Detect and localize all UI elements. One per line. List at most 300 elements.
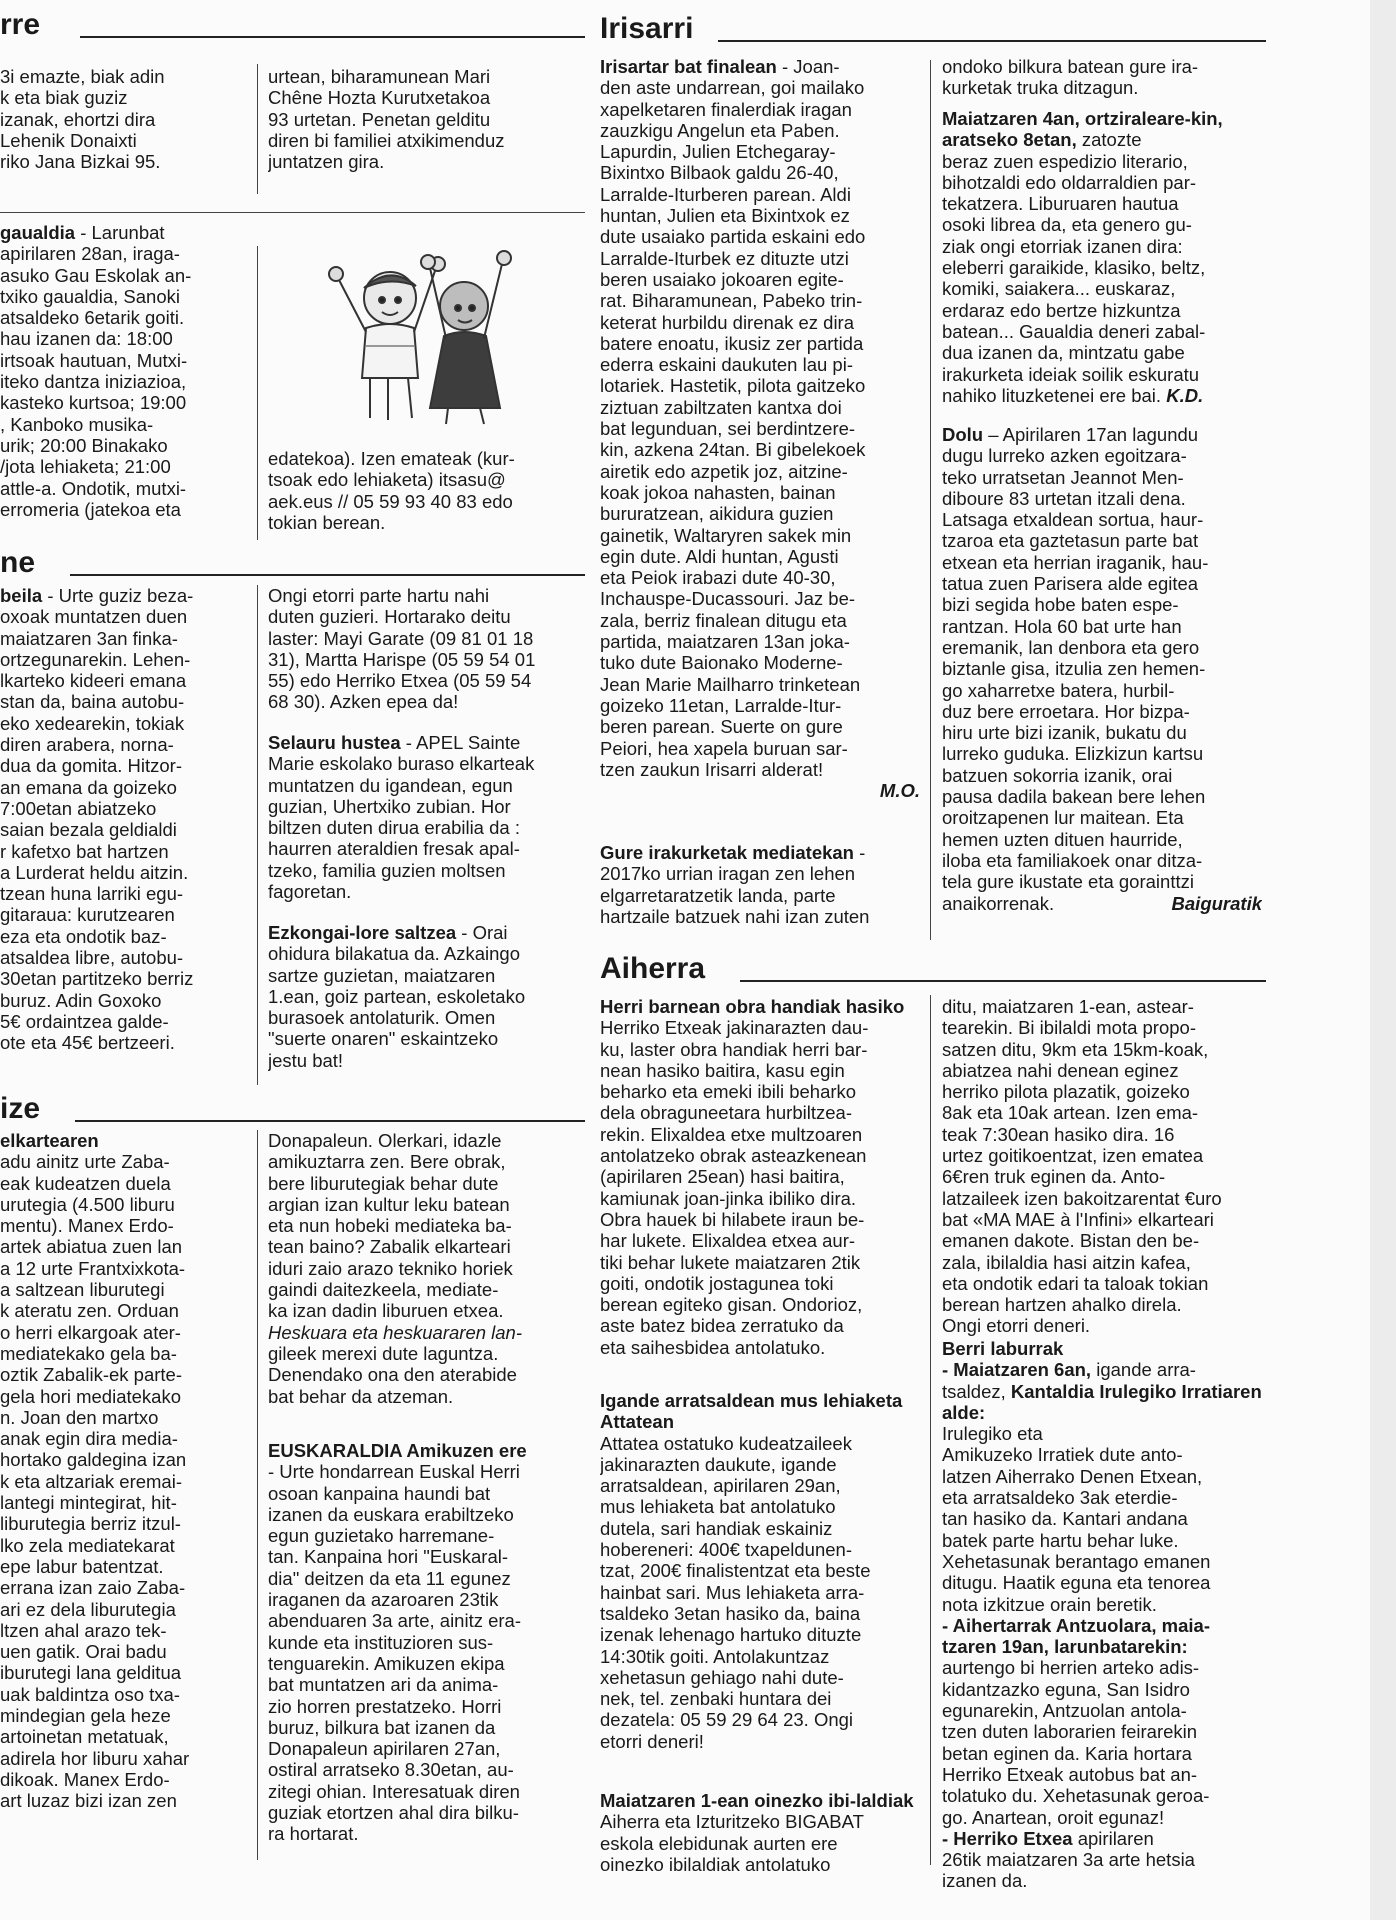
sub-heading: Kantaldia Irulegiko Irratiaren alde:: [942, 1380, 1262, 1423]
line: xehetasun gehiago nahi dute-: [600, 1666, 844, 1688]
line: gainetik, Waltaryren sakek min: [600, 524, 852, 546]
article-heading: Ezkongai-lore saltzea: [268, 922, 457, 943]
line: erdaraz edo bertze hizkuntza: [942, 299, 1181, 321]
line: Larralde-Iturberen parean. Aldi: [600, 183, 851, 205]
line: hartzaile batzuek nahi izan zuten: [600, 905, 870, 927]
line: guziak etortzen ahal dira bilku-: [268, 1802, 519, 1824]
line: satzen ditu, 9km eta 15km-koak,: [942, 1038, 1209, 1060]
line: atsaldeko 6etarik goiti.: [0, 307, 185, 329]
line: aurtengo bi herrien arteko adis-: [942, 1657, 1200, 1679]
section-header-aiherra: [600, 950, 1266, 990]
line: - Joan-: [781, 56, 840, 77]
col1-block-b: [0, 222, 248, 520]
section-header-left-mid: [0, 544, 585, 584]
line: burasoek antolaturik. Omen: [268, 1007, 496, 1029]
line: atsaldea libre, autobu-: [0, 947, 184, 969]
line: diren arabera, norna-: [0, 734, 174, 756]
line: eza eta ondotik baz-: [0, 925, 167, 947]
line: latzaileek izen bakoitzarentat €uro: [942, 1187, 1222, 1209]
line: buruz. Adin Goxoko: [0, 989, 162, 1011]
line: sartze guzietan, maiatzaren: [268, 964, 496, 986]
line: arratsaldean, apirilaren 29an,: [600, 1475, 841, 1497]
line: elgarretaratzetik landa, parte: [600, 884, 836, 906]
line: riko Jana Bizkai 95.: [0, 151, 161, 173]
line: tsaldeko 3etan hasiko da, baina: [600, 1602, 861, 1624]
line: artek abiatua zuen lan: [0, 1236, 183, 1258]
line: Jean Marie Mailharro trinketean: [600, 673, 861, 695]
line: muntatzen du igandean, egun: [268, 774, 513, 796]
line: mediatekako gela ba-: [0, 1342, 177, 1364]
line: adirela hor liburu xahar: [0, 1747, 190, 1769]
line: egun guzietako harremane-: [268, 1525, 495, 1547]
line: ditugu. Haatik eguna eta tenorea: [942, 1572, 1211, 1594]
line: ederra eskaini daukuten lau pi-: [600, 354, 853, 376]
article-heading: Igande arratsaldean mus lehiaketa Attatean: [600, 1390, 903, 1433]
line: hemen uzten dituen haurride,: [942, 828, 1183, 850]
line: /jota lehiaketa; 21:00: [0, 456, 171, 478]
line: oinezko ibilaldiak antolatuko: [600, 1853, 831, 1875]
line: etorri deneri!: [600, 1730, 704, 1752]
line: airetik edo azpetik joz, aitzine-: [600, 460, 848, 482]
line: ka izan dadin liburuen etxea.: [268, 1300, 504, 1322]
line: bururatzean, aikidura guzien: [600, 503, 834, 525]
line: tsaldez,: [942, 1380, 1006, 1402]
line: urik; 20:00 Binakako: [0, 434, 168, 456]
line: beharko eta emeki ibili beharko: [600, 1081, 857, 1103]
page-edge: [1370, 0, 1396, 1920]
line: Larralde-Iturbek ez dituzte utzi: [600, 247, 849, 269]
line: batean... Gaualdia deneri zabal-: [942, 320, 1206, 342]
line: zio horren prestatzeko. Horri: [268, 1695, 502, 1717]
article-heading: elkartearen: [0, 1130, 99, 1151]
line: 93 urtetan. Penetan gelditu: [268, 108, 491, 130]
line: abiatzea nahi denean eginez: [942, 1059, 1179, 1081]
line: kurketak truka ditzagun.: [942, 77, 1139, 99]
line: bat muntatzen ari da anima-: [268, 1674, 499, 1696]
article-heading: Irisartar bat finalean: [600, 56, 777, 77]
line: fagoretan.: [268, 881, 352, 903]
line: an emana da goizeko: [0, 776, 177, 798]
line: -: [859, 842, 866, 863]
sub-heading: - Aihertarrak Antzuolara, maia-tzaren 19an, larunbatarekin:: [942, 1614, 1210, 1658]
section-rule: [75, 1120, 585, 1122]
line: oztik Zabalik-ek parte-: [0, 1364, 182, 1386]
line: Ongi etorri deneri.: [942, 1315, 1091, 1337]
col4-block-c: [942, 424, 1262, 914]
line: lkarteko kideeri emana: [0, 670, 187, 692]
column-divider: [930, 995, 931, 1865]
line: mentu). Manex Erdo-: [0, 1215, 174, 1237]
line: hortako galdegina izan: [0, 1449, 187, 1471]
line: jakinarazten daukute, igande: [600, 1453, 837, 1475]
line: ziak ongi etorriak izanen dira:: [942, 235, 1183, 257]
line: igande arra-: [1096, 1359, 1196, 1381]
line: saian bezala geldialdi: [0, 819, 177, 841]
line: 5€ ordaintzea galde-: [0, 1010, 169, 1032]
line: tzean huna larriki egu-: [0, 883, 184, 905]
line: etxean eta herrian iraganik, hau-: [942, 551, 1209, 573]
section-rule: [718, 40, 1266, 42]
line: erromeria (jatekoa eta: [0, 498, 181, 520]
sub-heading: - Maiatzaren 6an,: [942, 1359, 1092, 1381]
line: osoan kanpaina haundi bat: [268, 1482, 491, 1504]
line: den aste undarrean, goi mailako: [600, 77, 865, 99]
line: izanen da.: [942, 1870, 1028, 1892]
line: batzuen sokorria izanik, orai: [942, 764, 1173, 786]
section-rule: [740, 980, 1266, 982]
col2-block-g: [268, 1440, 580, 1845]
line: tuko dute Baionako Moderne-: [600, 652, 843, 674]
line: 1.ean, goiz partean, eskoletako: [268, 985, 526, 1007]
line: 68 30). Azken epea da!: [268, 691, 459, 713]
line: 7:00etan abiatzeko: [0, 797, 157, 819]
line: ra hortarat.: [268, 1823, 359, 1845]
line: izanen da euskara erabiltzeko: [268, 1503, 514, 1525]
line: beraz zuen espedizio literario,: [942, 150, 1188, 172]
line: bihotzaldi edo oldarraldien par-: [942, 171, 1197, 193]
line: goiti, ondotik jostagunea toki: [600, 1272, 834, 1294]
line: egin dute. Aldi huntan, Agusti: [600, 545, 839, 567]
line: 2017ko urrian iragan zen lehen: [600, 863, 856, 885]
line: xapelketaren finalerdiak iragan: [600, 98, 852, 120]
line: txiko gaualdia, Sanoki: [0, 285, 180, 307]
line: hau izanen da: 18:00: [0, 328, 173, 350]
line: batek parte hartu behar luke.: [942, 1529, 1179, 1551]
line: tean baino? Zabalik elkarteari: [268, 1236, 511, 1258]
line: rat. Biharamunean, Pabeko trin-: [600, 290, 863, 312]
line: izanak, ehortzi dira: [0, 108, 156, 130]
line: Ongi etorri parte hartu nahi: [268, 585, 490, 606]
article-heading: gaualdia: [0, 222, 76, 243]
line: - APEL Sainte: [405, 732, 521, 753]
line: beren usaiako jokoaren egite-: [600, 268, 844, 290]
col1-block-a: [0, 66, 248, 172]
line: ostiral arratseko 8.30etan, au-: [268, 1759, 514, 1781]
line: eak kudeatzen duela: [0, 1172, 171, 1194]
line: tzeko, familia guzien moltsen: [268, 859, 506, 881]
line: aek.eus // 05 59 93 40 83 edo: [268, 490, 513, 512]
line: eta saihesbidea antolatuko.: [600, 1336, 826, 1358]
line: biztanle gisa, itzulia zen hemen-: [942, 658, 1206, 680]
line: nota izkitzue orain beretik.: [942, 1593, 1157, 1615]
line: goizeko 11etan, Larralde-Itur-: [600, 694, 842, 716]
line: 55) edo Herriko Etxea (05 59 54: [268, 670, 532, 692]
line: dugu lurreko azken egoitzara-: [942, 445, 1187, 467]
line: - Larunbat: [80, 222, 165, 243]
line: teko urratsetan Jeannot Men-: [942, 466, 1184, 488]
line: rekin. Elixaldea etxe multzoaren: [600, 1123, 863, 1145]
line: Aiherra eta Izturitzeko BIGABAT: [600, 1811, 864, 1833]
line: Peiori, hea xapela buruan sar-: [600, 737, 848, 759]
line: Obra hauek bi hilabete iraun be-: [600, 1208, 865, 1230]
line: eta Peiok irabazi dute 40-30,: [600, 567, 836, 589]
col1-block-d: [0, 1130, 248, 1812]
line: Chêne Hozta Kurutxetakoa: [268, 87, 491, 109]
line: Bixintxo Bilbaok galdu 26-40,: [600, 162, 839, 184]
line: (apirilaren 25ean) hasi baitira,: [600, 1166, 845, 1188]
line: guzian, Uhertxiko zubian. Hor: [268, 795, 511, 817]
line: Amikuzeko Irratiek dute anto-: [942, 1444, 1183, 1466]
line: bat behar da atzeman.: [268, 1385, 454, 1407]
line: mus lehiaketa bat antolatuko: [600, 1496, 836, 1518]
line: Irulegiko eta: [942, 1423, 1043, 1445]
line: kasteko kurtsoa; 19:00: [0, 392, 187, 414]
line: iloba eta familiakoek onar ditza-: [942, 849, 1203, 871]
section-title: rre: [0, 8, 41, 41]
section-title: Aiherra: [600, 952, 706, 985]
column-divider: [930, 60, 931, 940]
author-signature: M.O.: [879, 780, 920, 802]
line: iburutegi lana gelditua: [0, 1662, 182, 1684]
line: eko xedearekin, tokiak: [0, 712, 185, 734]
article-heading: Selauru hustea: [268, 732, 401, 753]
line: tiki behar lukete maiatzaren 2tik: [600, 1251, 861, 1273]
line: 26tik maiatzaren 3a arte hetsia: [942, 1849, 1195, 1871]
line: – Apirilaren 17an lagundu: [988, 424, 1199, 445]
line: Donapaleun apirilaren 27an,: [268, 1738, 501, 1760]
line: dela obraguneetara hurbiltzea-: [600, 1102, 852, 1124]
line: tolatuko du. Xehetasunak geroa-: [942, 1785, 1210, 1807]
line: k ateratu zen. Orduan: [0, 1300, 179, 1322]
line: latzen Aiherrako Denen Etxean,: [942, 1465, 1203, 1487]
line: kin, azkena 24tan. Bi gibelekoek: [600, 439, 866, 461]
line: go xaharretxe batera, hurbil-: [942, 679, 1175, 701]
line: tokian berean.: [268, 511, 386, 533]
line: Denendako ona den aterabide: [268, 1364, 517, 1386]
line: ku, laster obra handiak herri bar-: [600, 1038, 868, 1060]
line: kamiunak joan-jinka ibiliko dira.: [600, 1187, 857, 1209]
line: tzen zaukun Irisarri alderat!: [600, 758, 824, 780]
line: ari ez dela liburutegia: [0, 1598, 176, 1620]
line: - Urte hondarrean Euskal Herri: [268, 1461, 520, 1483]
line: bere liburutegiak behar dute: [268, 1172, 499, 1194]
line: mindegian gela heze: [0, 1705, 171, 1727]
col1-block-c: [0, 585, 248, 1054]
line: rantzan. Hola 60 bat urte han: [942, 615, 1182, 637]
line: juntatzen gira.: [268, 151, 385, 173]
col2-block-c: [268, 585, 580, 713]
line: diboure 83 urtetan itzali dena.: [942, 487, 1186, 509]
col4-block-b: [942, 108, 1262, 406]
line: tekatzera. Liburuaren hautua: [942, 193, 1179, 215]
line: iraganen da azaroaren 23tik: [268, 1589, 499, 1611]
article-heading: Gure irakurketak mediatekan: [600, 842, 854, 863]
section-header-left-bot: [0, 1090, 585, 1130]
author-signature: K.D.: [1166, 384, 1204, 406]
line: asuko Gau Eskolak an-: [0, 264, 192, 286]
line: laster: Mayi Garate (09 81 01 18: [268, 627, 534, 649]
line: Attatea ostatuko kudeatzaileek: [600, 1432, 852, 1454]
article-heading: Maiatzaren 4an, ortziraleare-kin, aratseko 8etan,: [942, 108, 1223, 151]
line: attle-a. Ondotik, mutxi-: [0, 477, 187, 499]
line: 8ak eta 10ak artean. Izen ema-: [942, 1102, 1199, 1124]
line: gela hori mediatekako: [0, 1385, 181, 1407]
line: Marie eskolako buraso elkarteak: [268, 753, 535, 775]
line: n. Joan den martxo: [0, 1406, 159, 1428]
line: Donapaleun. Olerkari, idazle: [268, 1130, 502, 1151]
line: Herriko Etxeak jakinarazten dau-: [600, 1017, 869, 1039]
line: betan eginen da. Karia hortara: [942, 1742, 1192, 1764]
section-title: ize: [0, 1092, 41, 1125]
author-signature: Baiguratik: [1171, 892, 1262, 914]
line: duz bere erroetara. Hor bizpa-: [942, 700, 1190, 722]
line: urutegia (4.500 liburu: [0, 1193, 175, 1215]
line: kunde eta instituzioren sus-: [268, 1631, 494, 1653]
line: keterat hurbildu direnak ez dira: [600, 311, 855, 333]
col3-block-a: [600, 56, 920, 801]
line: kidantzazko eguna, San Isidro: [942, 1678, 1190, 1700]
line: a 12 urte Frantxixkota-: [0, 1257, 186, 1279]
line: r kafetxo bat hartzen: [0, 840, 169, 862]
line: a Lurderat heldu aitzin.: [0, 861, 189, 883]
line: hainbat sari. Mus lehiaketa arra-: [600, 1581, 865, 1603]
line: lotariek. Hastetik, pilota gaitzeko: [600, 375, 866, 397]
line: adu ainitz urte Zaba-: [0, 1151, 170, 1173]
line: Lapurdin, Julien Etchegaray-: [600, 141, 836, 163]
line: zauzkigu Angelun eta Paben.: [600, 119, 840, 141]
line: 6€ren truk eginen da. Anto-: [942, 1166, 1166, 1188]
line: Xehetasunak berantago emanen: [942, 1550, 1211, 1572]
line: hobereneri: 400€ txapeldunen-: [600, 1539, 852, 1561]
line: tsoak edo lehiaketa) itsasu@: [268, 469, 506, 491]
line: eremanik, lan denbora eta gero: [942, 636, 1200, 658]
line: bat «MA MAE à l'Infini» elkarteari: [942, 1208, 1214, 1230]
line: zitegi ohian. Interesatuak diren: [268, 1780, 520, 1802]
line: emanen dakote. Bistan den be-: [942, 1230, 1200, 1252]
line: koak jokoa nahasten, bainan: [600, 481, 836, 503]
line: tan hasiko da. Kantari andana: [942, 1508, 1188, 1530]
line: haurren ateraldien fresak apal-: [268, 838, 520, 860]
col3-block-b: [600, 842, 920, 927]
line: dezatela: 05 59 29 64 23. Ongi: [600, 1709, 854, 1731]
line: tzen duten laborarien feirarekin: [942, 1721, 1198, 1743]
line: diren bi familiei atxikimenduz: [268, 129, 505, 151]
line: art luzaz bizi izan zen: [0, 1790, 177, 1812]
line: pausa dadila bakean bere lehen: [942, 786, 1206, 808]
line: uen gatik. Orai badu: [0, 1641, 167, 1663]
line: anaikorrenak.: [942, 892, 1055, 914]
line: dia" deitzen da eta 11 egunez: [268, 1567, 511, 1589]
line: ondoko bilkura batean gure ira-: [942, 56, 1199, 77]
line: apirilaren 28an, iraga-: [0, 243, 180, 265]
section-title: ne: [0, 546, 36, 579]
line: jestu bat!: [268, 1049, 344, 1071]
line: errana izan zaio Zaba-: [0, 1577, 186, 1599]
column-divider: [257, 246, 258, 540]
line: irakurketa ideiak soilik eskuratu: [942, 363, 1200, 385]
line: bat legunduan, sei berdintzere-: [600, 418, 856, 440]
line: lantegi mintegirat, hit-: [0, 1492, 177, 1514]
line: teak 7:30ean hasiko dira. 16: [942, 1123, 1175, 1145]
line: tatua zuen Parisera alde egitea: [942, 573, 1199, 595]
line: batere enoatu, ikusiz zer partida: [600, 332, 864, 354]
line: tzat, 200€ finalistentzat eta beste: [600, 1560, 871, 1582]
article-heading: Maiatzaren 1-ean oinezko ibi-laldiak: [600, 1790, 914, 1811]
line: ohidura bilakatua da. Azkaingo: [268, 943, 520, 965]
line: k eta biak guziz: [0, 87, 128, 109]
line: Inchauspe-Ducassouri. Jaz be-: [600, 588, 856, 610]
line: tzaroa eta gaztetasun parte bat: [942, 530, 1199, 552]
line: o herri elkargoak ater-: [0, 1321, 181, 1343]
line: dua izanen da, mintzatu gabe: [942, 342, 1185, 364]
line: dute usaiako partida eskaini edo: [600, 226, 866, 248]
line: lko zela mediatekarat: [0, 1534, 175, 1556]
col4-block-d: [942, 996, 1262, 1337]
col2-block-f: [268, 1130, 580, 1407]
section-rule: [70, 574, 585, 576]
line: epe labur batentzat.: [0, 1555, 164, 1577]
line: antolatzeko obrak asteazkenean: [600, 1145, 867, 1167]
line: nean hasiko baitira, kasu egin: [600, 1059, 845, 1081]
line: komiki, saiakera... euskaraz,: [942, 278, 1176, 300]
dancers-drawing: [318, 228, 528, 433]
line: ditu, maiatzaren 1-ean, astear-: [942, 996, 1194, 1017]
line: k eta altzariak eremai-: [0, 1470, 182, 1492]
line: eta arratsaldeko 3ak eterdie-: [942, 1487, 1178, 1509]
line: huntan, Julien eta Bixintxok ez: [600, 205, 850, 227]
line: berean hartzen ahalko direla.: [942, 1294, 1182, 1316]
line: - Orai: [461, 922, 508, 943]
line: anak egin dira media-: [0, 1428, 178, 1450]
column-divider: [257, 1130, 258, 1860]
line: edatekoa). Izen emateak (kur-: [268, 448, 515, 469]
line: Heskuara eta heskuararen lan-: [268, 1321, 523, 1343]
line: go. Anartean, oroit egunaz!: [942, 1806, 1165, 1828]
line: buruz, bilkura bat izanen da: [268, 1716, 496, 1738]
line: duten guzieri. Hortarako deitu: [268, 606, 511, 628]
column-divider: [257, 585, 258, 1085]
col2-block-b: [268, 448, 580, 533]
line: lurreko guduka. Elizkizun kartsu: [942, 743, 1204, 765]
line: maiatzaren 3an finka-: [0, 627, 178, 649]
col3-block-c: [600, 996, 920, 1358]
line: oroitzapenen lur maitean. Eta: [942, 807, 1184, 829]
line: - Urte guziz beza-: [47, 585, 194, 606]
line: dua da gomita. Hitzor-: [0, 755, 183, 777]
sub-heading: - Herriko Etxea: [942, 1827, 1073, 1849]
line: , Kanboko musika-: [0, 413, 154, 435]
line: iduri zaio arazo tekniko horiek: [268, 1257, 513, 1279]
line: liburutegia berriz itzul-: [0, 1513, 181, 1535]
line: artoinetan metatuak,: [0, 1726, 169, 1748]
line: eskola elebidunak aurten ere: [600, 1832, 838, 1854]
line: zala, berriz finalean ditugu eta: [600, 609, 847, 631]
section-rule: [80, 36, 585, 38]
line: herriko pilota plazatik, goizeko: [942, 1081, 1190, 1103]
line: hiru urte bizi izanik, bukatu du: [942, 722, 1187, 744]
article-heading: EUSKARALDIA Amikuzen ere: [268, 1440, 527, 1461]
line: irtsoak hautuan, Mutxi-: [0, 349, 188, 371]
line: osoki librea da, eta genero gu-: [942, 214, 1192, 236]
section-header-left-top: [0, 6, 585, 46]
line: ote eta 45€ bertzeeri.: [0, 1032, 175, 1054]
line: urtean, biharamunean Mari: [268, 66, 491, 87]
column-divider: [257, 64, 258, 194]
col4-block-e: [942, 1338, 1262, 1892]
line: tearekin. Bi ibilaldi mota propo-: [942, 1017, 1196, 1039]
line: urtez goitikoentzat, izen ematea: [942, 1145, 1204, 1167]
line: ltzen ahal arazo tek-: [0, 1619, 167, 1641]
section-title: Irisarri: [600, 12, 694, 45]
col4-block-a: [942, 56, 1262, 99]
line: dutela, sari handiak eskainiz: [600, 1517, 833, 1539]
line: zatozte: [1081, 129, 1142, 151]
line: 14:30tik goiti. Antolakuntzaz: [600, 1645, 830, 1667]
line: 31), Martta Harispe (05 59 54 01: [268, 648, 536, 670]
line: nahiko lituzketenei ere bai.: [942, 384, 1162, 406]
line: dikoak. Manex Erdo-: [0, 1768, 170, 1790]
article-heading: Berri laburrak: [942, 1338, 1064, 1359]
